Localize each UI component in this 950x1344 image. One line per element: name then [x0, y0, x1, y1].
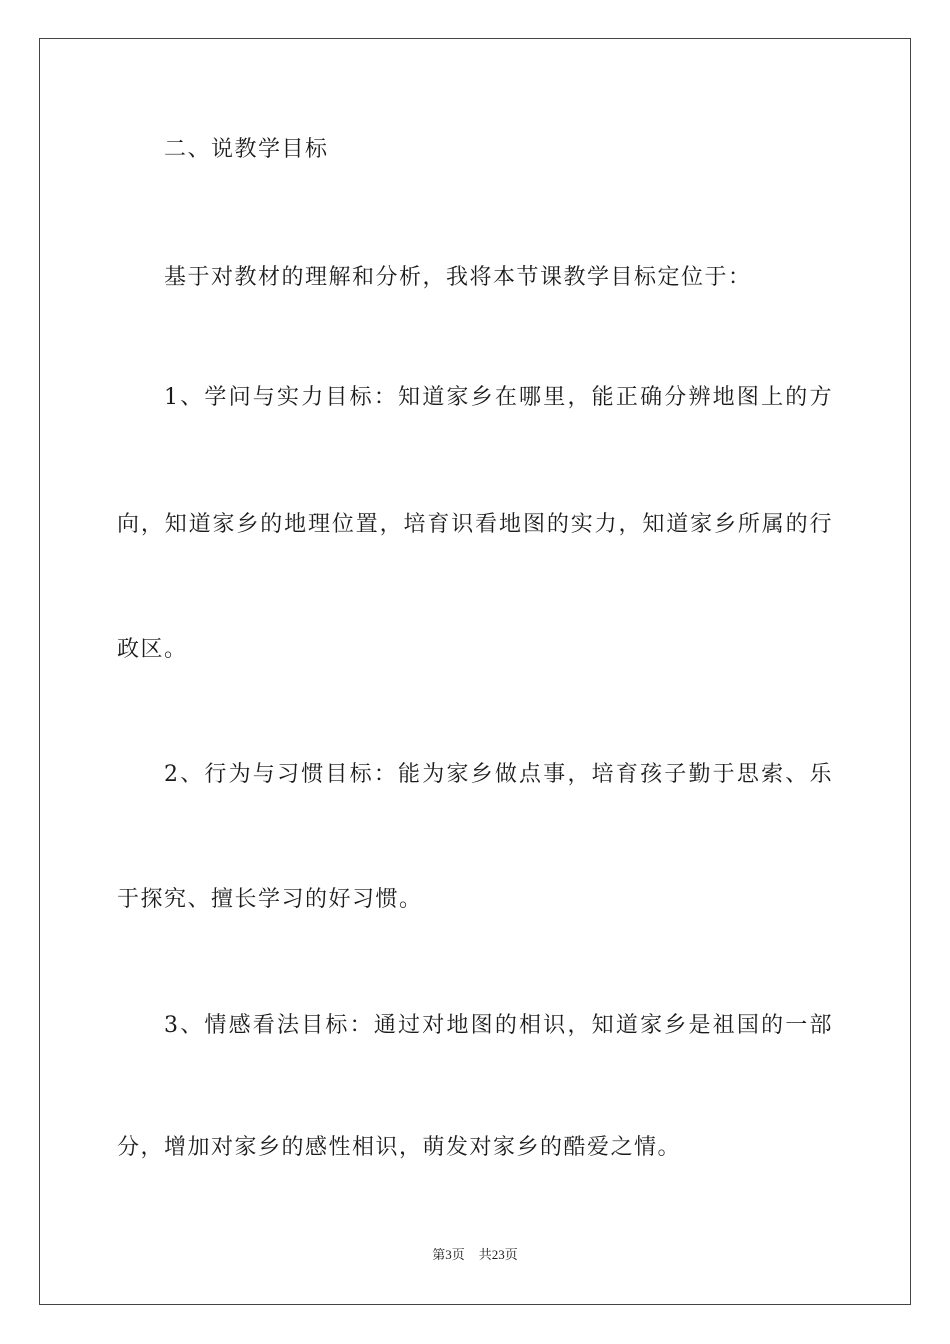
- goal-2-line-1: 2、行为与习惯目标：能为家乡做点事，培育孩子勤于思索、乐: [164, 762, 833, 787]
- goal-2-line-2: 于探究、擅长学习的好习惯。: [117, 887, 423, 912]
- page-footer: [0, 1246, 950, 1264]
- intro-paragraph: 基于对教材的理解和分析，我将本节课教学目标定位于：: [164, 265, 752, 290]
- section-heading: 二、说教学目标: [164, 137, 329, 162]
- goal-1-line-3: 政区。: [117, 637, 188, 662]
- goal-1-line-1: 1、学问与实力目标：知道家乡在哪里，能正确分辨地图上的方: [164, 385, 833, 410]
- goal-3-line-1: 3、情感看法目标：通过对地图的相识，知道家乡是祖国的一部: [164, 1013, 833, 1038]
- goal-1-line-2: 向，知道家乡的地理位置，培育识看地图的实力，知道家乡所属的行: [117, 512, 833, 537]
- page-frame: [39, 38, 911, 1305]
- goal-3-line-2: 分，增加对家乡的感性相识，萌发对家乡的酷爱之情。: [117, 1135, 682, 1160]
- page-number-current: 第3页: [432, 1247, 465, 1262]
- page-number-total: 共23页: [478, 1247, 518, 1262]
